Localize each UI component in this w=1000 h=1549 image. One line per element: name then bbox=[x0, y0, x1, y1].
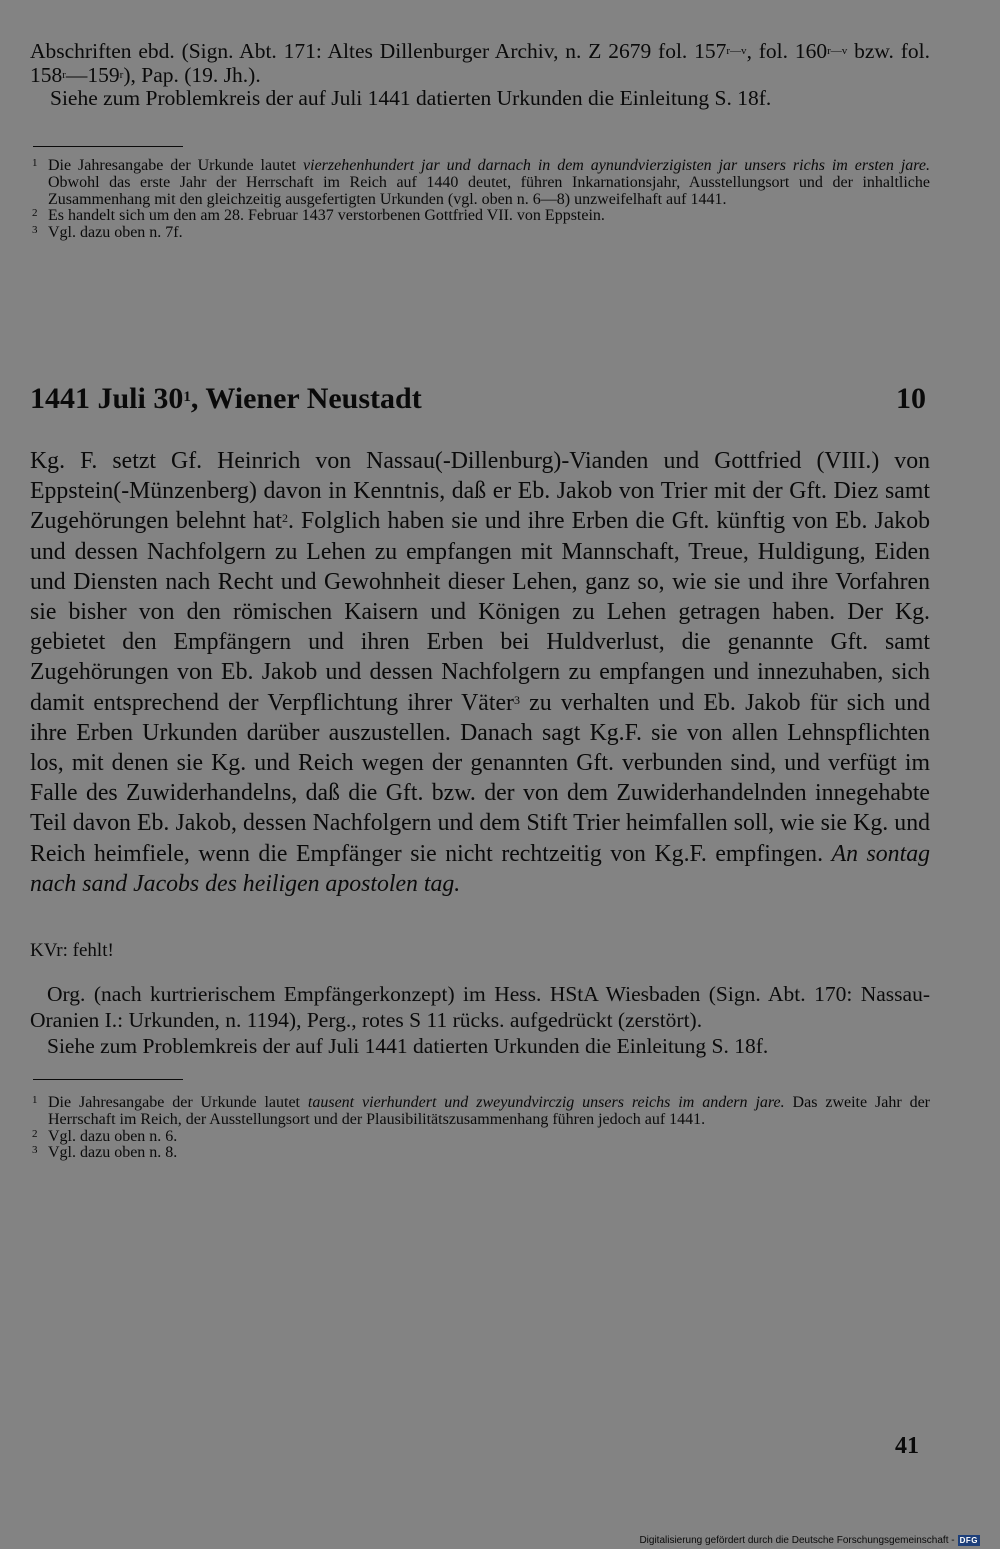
footnotes-top bbox=[30, 158, 930, 242]
page-number: 41 bbox=[895, 1433, 919, 1459]
credit-text: Digitalisierung gefördert durch die Deutsche Forschungsgemeinschaft - bbox=[639, 1535, 955, 1546]
footnote-1: 1 Die Jahresangabe der Urkunde lautet tausent vierhundert und zweyundvirczig unsers reichs im andern jare. Das zweite Jahr der Herrschaft im Reich, der Ausstellungsort und der Plausibilitätszusammenhang führen jedoch auf 1441. bbox=[32, 1094, 931, 1128]
entry-date-place: 1441 Juli $30^1$, Wiener Neustadt bbox=[30, 382, 422, 415]
footnote-3: 3 Vgl. dazu oben n. 8. bbox=[32, 1144, 178, 1162]
dating-formula: An sontag nach sand Jacobs des heiligen apostolen tag. bbox=[30, 840, 930, 897]
source-note-copies: Abschriften ebd. (Sign. Abt. 171: Altes Dillenburger Archiv, n. Z 2679 fol. $157^{r—v}$, fol. $160^{r—v}$ bzw. fol. 158$^r$—159$^r$), Pap. (19. Jh.). bbox=[30, 39, 930, 87]
entry-number: 10 bbox=[896, 382, 926, 415]
kvr-note: KVr: fehlt! bbox=[30, 940, 114, 961]
footnote-2: 2 Vgl. dazu oben n. 6. bbox=[32, 1127, 178, 1145]
source-reference: Siehe zum Problemkreis der auf Juli 1441 datierten Urkunden die Einleitung S. 18f. bbox=[47, 1034, 769, 1058]
footnote-divider-top bbox=[33, 146, 183, 147]
footnote-3: 3 Vgl. dazu oben n. 7f. bbox=[32, 224, 183, 242]
footnotes-bottom bbox=[30, 1095, 930, 1162]
entry-heading bbox=[30, 382, 926, 416]
dfg-logo-icon: DFG bbox=[959, 1536, 978, 1545]
source-original: Org. (nach kurtrierischem Empfängerkonzept) im Hess. HStA Wiesbaden (Sign. Abt. 170: Nassau-Oranien I.: Urkunden, n. 1194), Perg., rotes S 11 rücks. aufgedrückt (zerstört). bbox=[30, 982, 930, 1032]
footnote-1: 1 Die Jahresangabe der Urkunde lautet vierzehenhundert jar und darnach in dem aynundvierzigisten jar unsers richs im ersten jare. Obwohl das erste Jahr der Herrschaft im Reich auf 1440 deutet, führen Inkarnationsjahr, Ausstellungsort und der inhaltliche Zusammenhang mit den gleichzeitig ausgefertigten Urkunden (vgl. oben n. 6—8) unzweifelhaft auf 1441. bbox=[32, 157, 931, 208]
footnote-2: 2 Es handelt sich um den am 28. Februar 1437 verstorbenen Gottfried VII. von Eppstein. bbox=[32, 207, 605, 225]
regest-text: Kg. F. setzt Gf. Heinrich von Nassau(-Dillenburg)-Vianden und Gottfried (VIII.) von Eppstein(-Münzenberg) davon in Kenntnis, daß er Eb. Jakob von Trier mit der Gft. Diez samt Zugehörungen belehnt hat$^2$. Folglich haben sie und ihre Erben die Gft. künftig von Eb. Jakob und dessen Nachfolgern zu Lehen zu empfangen mit Mannschaft, Treue, Huldigung, Eiden und Diensten nach Recht und Gewohnheit dieser Lehen, ganz so, wie sie und ihre Vorfahren sie bisher von den römischen Kaisern und Königen zu Lehen getragen haben. Der Kg. gebietet den Empfängern und ihren Erben bei Huldverlust, die genannte Gft. samt Zugehörungen von Eb. Jakob und dessen Nachfolgern zu empfangen und innezuhaben, sich damit entsprechend der Verpflichtung ihrer Väter$^3$ zu verhalten und Eb. Jakob für sich und ihre Erben Urkunden darüber auszustellen. Danach sagt Kg.F. sie von allen Lehnspflichten los, mit denen sie Kg. und Reich wegen der genannten Gft. verbunden sind, und verfügt im Falle des Zuwiderhandelns, daß die Gft. bzw. der von dem Zuwiderhandelnden innegehabte Teil davon Eb. Jakob, dessen Nachfolgern und dem Stift Trier heimfallen soll, wie sie Kg. und Reich heimfiele, wenn die Empfänger sie nicht rechtzeitig von Kg.F. empfingen. An sontag nach sand Jacobs des heiligen apostolen tag. bbox=[30, 448, 930, 897]
source-note bbox=[30, 981, 930, 1059]
footnote-divider-bottom bbox=[33, 1079, 183, 1080]
digitization-credit bbox=[639, 1535, 980, 1546]
source-note-reference: Siehe zum Problemkreis der auf Juli 1441 datierten Urkunden die Einleitung S. 18f. bbox=[50, 86, 772, 110]
source-note-carryover bbox=[30, 40, 930, 111]
